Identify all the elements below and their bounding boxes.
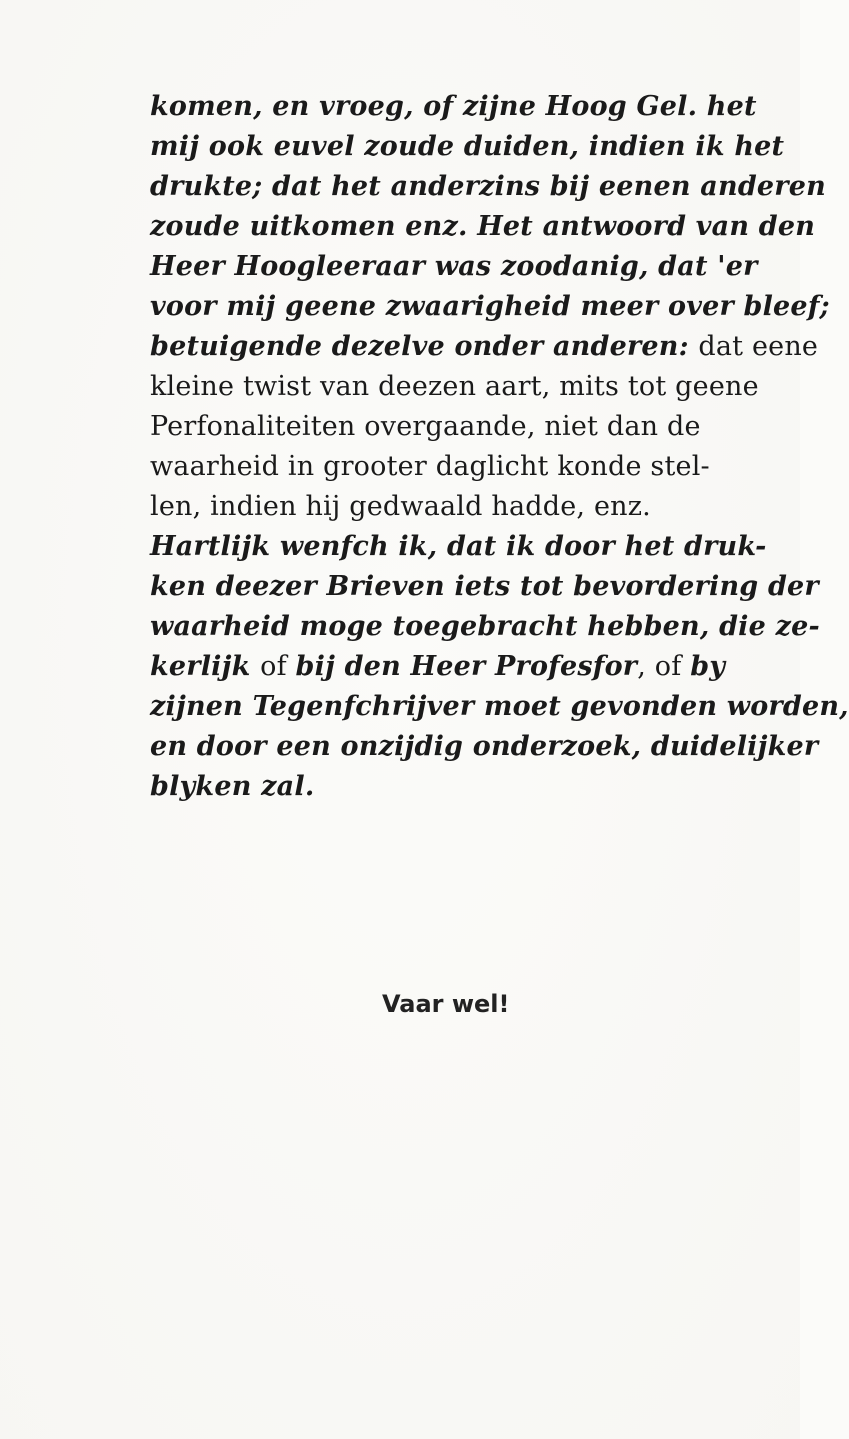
closing-salutation: Vaar wel! (382, 990, 510, 1018)
text-line (150, 330, 818, 364)
text-segment: Perfonaliteiten overgaande, niet dan de (150, 411, 701, 442)
text-segment: mij ook euvel zoude duiden, indien ik het (150, 131, 785, 162)
text-segment: , of (637, 651, 691, 682)
text-segment: betuigende dezelve onder anderen: (150, 331, 699, 362)
text-line (150, 490, 651, 524)
text-segment: len, indien hij gedwaald hadde, enz. (150, 491, 651, 522)
text-line (150, 450, 710, 484)
text-line (150, 250, 758, 284)
text-line (150, 370, 759, 404)
text-segment: , en vroeg, of zijne Hoog Gel. het (253, 91, 757, 122)
text-segment: komen (150, 91, 254, 122)
text-segment: waarheid in grooter daglicht konde stel- (150, 451, 710, 482)
text-line (150, 290, 830, 324)
text-segment: Heer Hoogleeraar was zoodanig, dat 'er (150, 251, 758, 282)
text-segment: drukte; dat het anderzins bij eenen anderen (150, 171, 826, 202)
text-segment: blyken zal. (150, 771, 315, 802)
text-line (150, 530, 767, 564)
text-line (150, 410, 701, 444)
text-line (150, 770, 314, 804)
text-segment: kerlijk (150, 651, 261, 682)
text-segment: by (690, 651, 726, 682)
text-line (150, 210, 815, 244)
text-line (150, 650, 725, 684)
text-segment: Hartlijk wenfch ik, dat ik door het druk- (150, 531, 767, 562)
text-line (150, 90, 757, 124)
text-segment: zoude uitkomen enz. Het antwoord van den (150, 211, 816, 242)
text-segment: voor mij geene zwaarigheid meer over bleef; (150, 291, 830, 322)
text-segment: dat eene (698, 331, 819, 362)
text-line (150, 170, 826, 204)
text-line (150, 570, 819, 604)
text-segment: ken deezer Brieven iets tot bevordering der (150, 571, 819, 602)
text-segment: en door een onzijdig onderzoek, duidelijker (150, 731, 819, 762)
text-line (150, 690, 849, 724)
text-segment: kleine twist van deezen aart, mits tot geene (150, 371, 759, 402)
text-line (150, 130, 784, 164)
text-segment: zijnen Tegenfchrijver moet gevonden worden, (150, 691, 849, 722)
text-segment: bij den Heer Profesfor (295, 651, 638, 682)
text-line (150, 730, 818, 764)
text-segment: waarheid moge toegebracht hebben, die ze- (150, 611, 820, 642)
text-line (150, 610, 820, 644)
text-segment: of (260, 651, 296, 682)
